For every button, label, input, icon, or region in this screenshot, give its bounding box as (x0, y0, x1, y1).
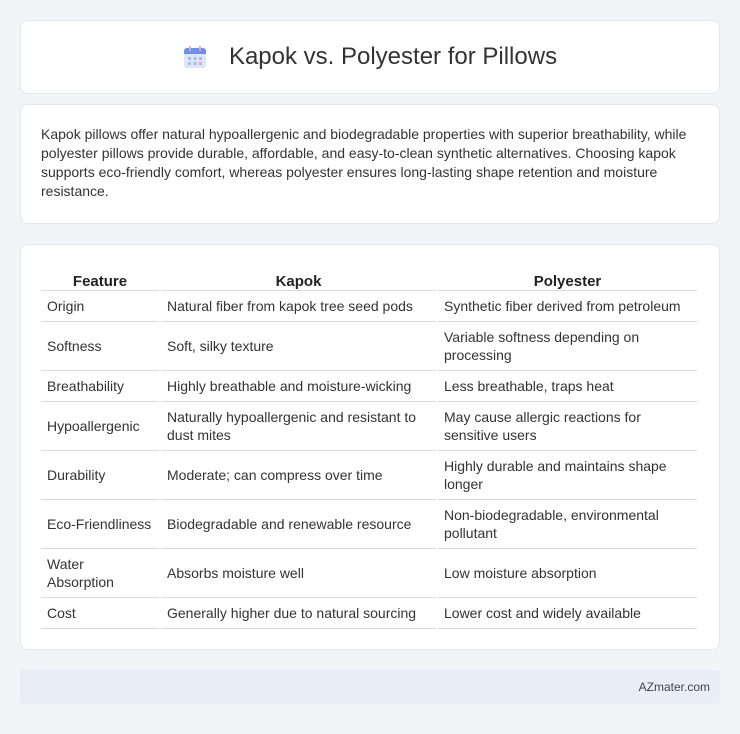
footer (20, 670, 720, 704)
polyester-cell: Highly durable and maintains shape longer (438, 451, 697, 500)
polyester-cell: May cause allergic reactions for sensitive users (438, 402, 697, 451)
feature-cell: Eco-Friendliness (41, 500, 159, 549)
kapok-cell: Highly breathable and moisture-wicking (161, 371, 436, 402)
table-row (41, 549, 697, 598)
intro-paragraph: Kapok pillows offer natural hypoallergenic and biodegradable properties with superior breathability, while polyester pillows provide durable, affordable, and easy-to-clean synthetic alternatives. Choosing kapok supports eco-friendly comfort, whereas polyester ensures long-lasting shape retention and moisture resistance. (41, 126, 687, 199)
polyester-cell: Less breathable, traps heat (438, 371, 697, 402)
table-header-row (41, 265, 697, 291)
polyester-cell: Non-biodegradable, environmental pollutant (438, 500, 697, 549)
feature-cell: Softness (41, 322, 159, 371)
page-title: Kapok vs. Polyester for Pillows (228, 43, 558, 70)
intro-card (20, 104, 720, 224)
kapok-cell: Natural fiber from kapok tree seed pods (161, 291, 436, 322)
comparison-card (20, 244, 720, 650)
polyester-cell: Low moisture absorption (438, 549, 697, 598)
polyester-cell: Synthetic fiber derived from petroleum (438, 291, 697, 322)
table-row (41, 500, 697, 549)
kapok-cell: Absorbs moisture well (161, 549, 436, 598)
table-row (41, 322, 697, 371)
table-row (41, 291, 697, 322)
table-row (41, 371, 697, 402)
table-row (41, 451, 697, 500)
polyester-cell: Lower cost and widely available (438, 598, 697, 629)
header-polyester: Polyester (438, 265, 697, 291)
table-row (41, 402, 697, 451)
title-wrap (183, 43, 557, 71)
table-row (41, 598, 697, 629)
feature-cell: Cost (41, 598, 159, 629)
kapok-cell: Moderate; can compress over time (161, 451, 436, 500)
polyester-cell: Variable softness depending on processing (438, 322, 697, 371)
feature-cell: Breathability (41, 371, 159, 402)
header-kapok: Kapok (161, 265, 436, 291)
kapok-cell: Biodegradable and renewable resource (161, 500, 436, 549)
feature-cell: Durability (41, 451, 159, 500)
kapok-cell: Generally higher due to natural sourcing (161, 598, 436, 629)
calendar-icon (183, 45, 207, 69)
feature-cell: Water Absorption (41, 549, 159, 598)
comparison-table (39, 265, 699, 629)
title-card (20, 20, 720, 94)
header-feature: Feature (41, 265, 159, 291)
kapok-cell: Soft, silky texture (161, 322, 436, 371)
kapok-cell: Naturally hypoallergenic and resistant to dust mites (161, 402, 436, 451)
feature-cell: Hypoallergenic (41, 402, 159, 451)
footer-site-link[interactable]: AZmater.com (638, 680, 710, 694)
feature-cell: Origin (41, 291, 159, 322)
